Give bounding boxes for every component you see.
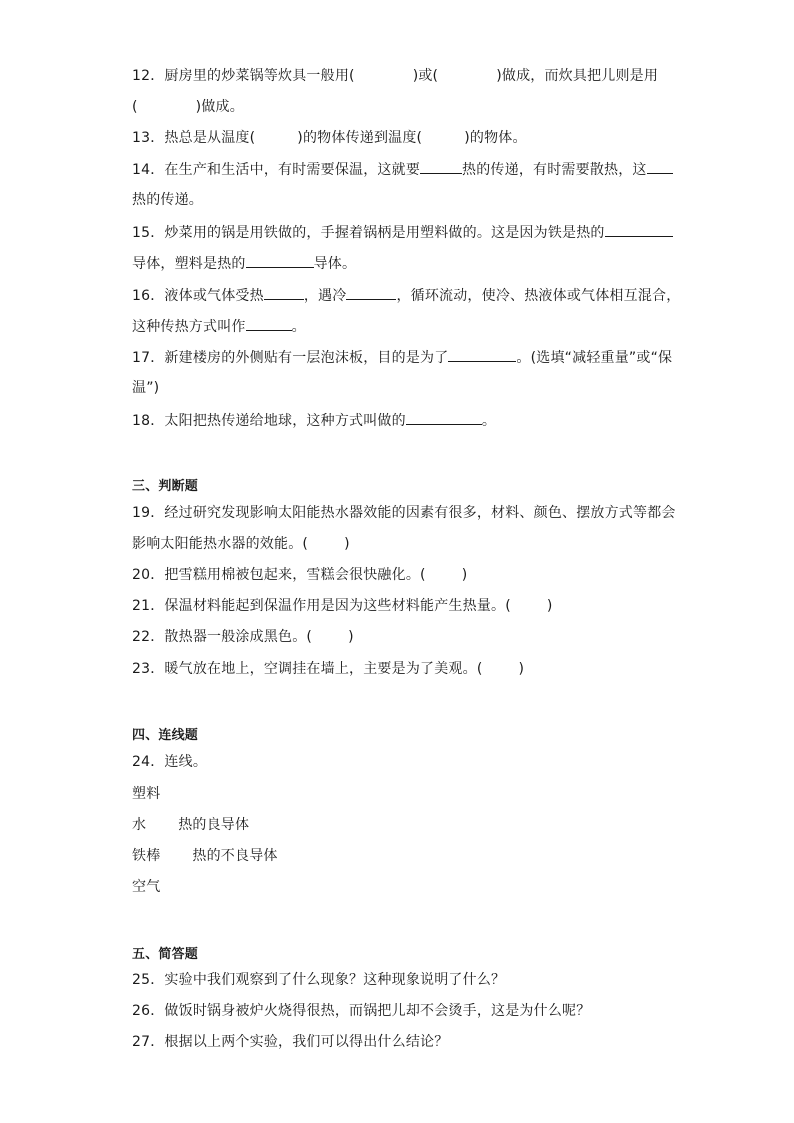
question-24: 24．连线。 — [132, 754, 208, 770]
answer-blank[interactable] — [647, 159, 673, 174]
question-12-line1: 12．厨房里的炒菜锅等炊具一般用( )或( )做成，而炊具把儿则是用 — [132, 68, 659, 84]
match-target-good-conductor[interactable]: 热的良导体 — [178, 817, 250, 833]
question-16-line1: 16．液体或气体受热 ，遇冷 ，循环流动，使冷、热液体或气体相互混合， — [132, 285, 680, 306]
match-target-poor-conductor[interactable]: 热的不良导体 — [192, 848, 278, 864]
question-19-line2: 影响太阳能热水器的效能。( ) — [132, 536, 350, 552]
match-item-air[interactable]: 空气 — [132, 879, 161, 895]
question-20: 20．把雪糕用棉被包起来，雪糕会很快融化。( ) — [132, 567, 468, 583]
match-item-plastic[interactable]: 塑料 — [132, 786, 161, 802]
answer-blank[interactable] — [246, 253, 314, 268]
section-heading-matching: 四、连线题 — [132, 728, 199, 743]
question-15-line2: 导体，塑料是热的 导体。 — [132, 253, 356, 274]
question-23: 23．暖气放在地上，空调挂在墙上，主要是为了美观。( ) — [132, 661, 525, 677]
question-14-line2: 热的传递。 — [132, 192, 203, 208]
question-25: 25．实验中我们观察到了什么现象？这种现象说明了什么？ — [132, 972, 506, 988]
answer-blank[interactable] — [420, 159, 462, 174]
question-17-line2: 温”) — [132, 380, 160, 396]
section-heading-judgement: 三、判断题 — [132, 479, 199, 494]
answer-blank[interactable] — [605, 222, 673, 237]
question-19-line1: 19．经过研究发现影响太阳能热水器效能的因素有很多，材料、颜色、摆放方式等都会 — [132, 505, 676, 521]
question-17-line1: 17．新建楼房的外侧贴有一层泡沫板，目的是为了 。(选填“减轻重量”或“保 — [132, 347, 672, 368]
question-18: 18．太阳把热传递给地球，这种方式叫做的 。 — [132, 410, 496, 431]
answer-blank[interactable] — [346, 285, 396, 300]
answer-blank[interactable] — [264, 285, 304, 300]
question-14-line1: 14．在生产和生活中，有时需要保温，这就要 热的传递，有时需要散热，这 — [132, 159, 673, 180]
section-heading-short-answer: 五、简答题 — [132, 947, 199, 962]
question-12-line2: ( )做成。 — [132, 99, 244, 115]
question-13: 13．热总是从温度( )的物体传递到温度( )的物体。 — [132, 130, 527, 146]
question-26: 26．做饭时锅身被炉火烧得很热，而锅把儿却不会烫手，这是为什么呢？ — [132, 1003, 591, 1019]
answer-blank[interactable] — [246, 316, 292, 331]
question-16-line2: 这种传热方式叫作 。 — [132, 316, 306, 337]
match-row-water — [132, 815, 249, 835]
answer-blank[interactable] — [406, 410, 482, 425]
question-22: 22．散热器一般涂成黑色。( ) — [132, 629, 354, 645]
answer-blank[interactable] — [448, 347, 516, 362]
match-row-iron — [132, 846, 278, 866]
question-21: 21．保温材料能起到保温作用是因为这些材料能产生热量。( ) — [132, 598, 553, 614]
match-item-water[interactable]: 水 — [132, 817, 147, 833]
question-15-line1: 15．炒菜用的锅是用铁做的，手握着锅柄是用塑料做的。这是因为铁是热的 — [132, 222, 673, 243]
match-item-iron-rod[interactable]: 铁棒 — [132, 848, 161, 864]
question-27: 27．根据以上两个实验，我们可以得出什么结论？ — [132, 1034, 449, 1050]
